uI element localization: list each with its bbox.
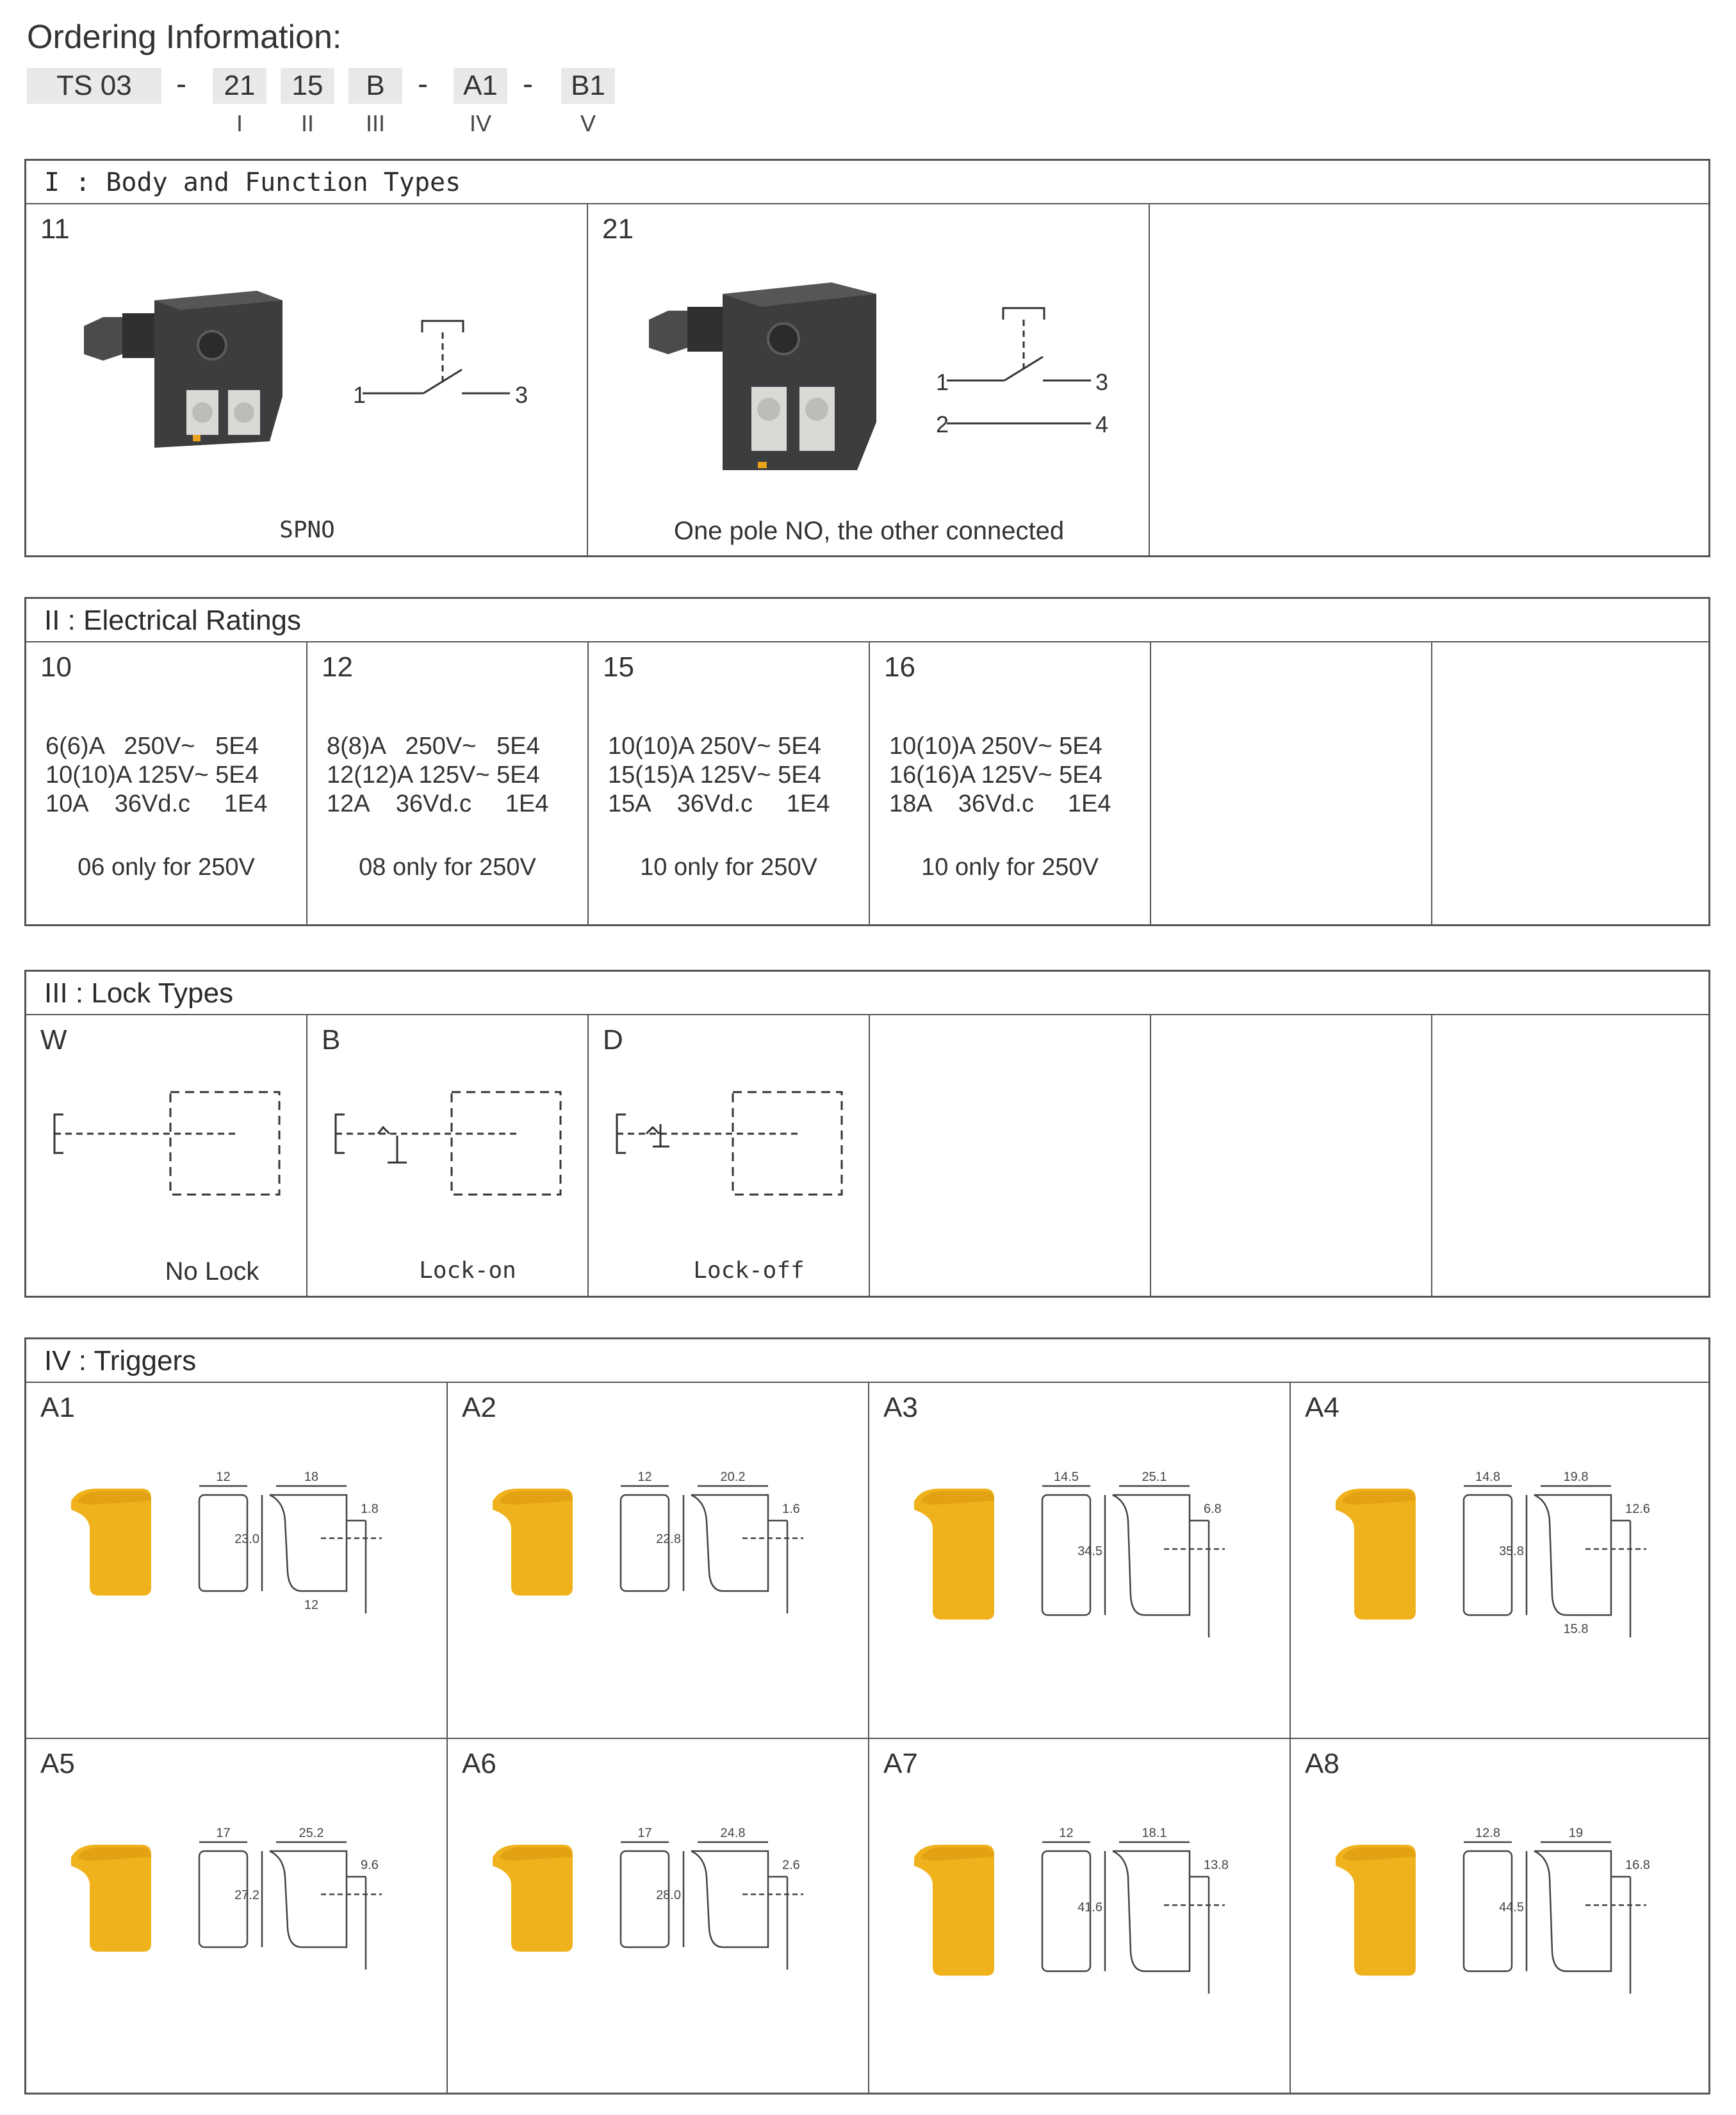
trigger-code: A2 <box>462 1392 496 1423</box>
pin-label: 1 <box>936 369 949 395</box>
trigger-drawing <box>26 1739 448 2094</box>
code-series: TS 03 <box>27 68 161 104</box>
lock-caption: Lock-off <box>693 1257 805 1284</box>
rating-code: 16 <box>884 651 915 683</box>
roman-label-4: IV <box>469 110 491 136</box>
section-electrical-ratings <box>24 597 1710 926</box>
trigger-cell <box>869 1383 1291 1738</box>
dimension-label: 2.6 <box>782 1858 800 1872</box>
body-type-cell <box>26 204 588 557</box>
lock-cell <box>589 1015 870 1298</box>
dimension-label: 12 <box>1059 1826 1074 1840</box>
switch-body-image <box>84 291 283 448</box>
trigger-drawing <box>26 1383 448 1738</box>
pin-label: 4 <box>1095 411 1109 437</box>
dimension-label: 19.8 <box>1563 1470 1589 1484</box>
pin-label: 2 <box>936 411 949 437</box>
roman-label-1: I <box>236 110 243 136</box>
code-part-2: 15 <box>281 68 334 104</box>
trigger-drawing <box>1291 1739 1708 2094</box>
trigger-dimension-drawing <box>621 1486 803 1613</box>
rating-code: 15 <box>603 651 634 683</box>
rating-code: 10 <box>40 651 72 683</box>
trigger-dimension-drawing <box>1464 1842 1646 1994</box>
trigger-code: A8 <box>1305 1748 1339 1779</box>
dimension-label: 14.8 <box>1475 1470 1500 1484</box>
trigger-cell <box>26 1383 448 1738</box>
dimension-label: 15.8 <box>1563 1622 1589 1637</box>
section-body-function-types <box>24 159 1710 557</box>
body-type-cell <box>588 204 1150 557</box>
code-dash: - <box>176 67 186 101</box>
empty-cell <box>1151 1015 1432 1298</box>
lock-caption: Lock-on <box>419 1257 516 1284</box>
rating-cell <box>307 642 589 926</box>
trigger-image <box>914 1489 994 1620</box>
body-type-caption: One pole NO, the other connected <box>673 517 1065 545</box>
rating-note: 10 only for 250V <box>921 854 1099 881</box>
rating-values: 10(10)A 250V~ 5E4 15(15)A 125V~ 5E4 15A 36Vd.c 1E4 <box>608 733 830 817</box>
lock-caption: No Lock <box>165 1257 259 1286</box>
trigger-cell <box>448 1739 869 2094</box>
rating-values: 10(10)A 250V~ 5E4 16(16)A 125V~ 5E4 18A 36Vd.c 1E4 <box>889 733 1111 817</box>
dimension-label: 13.8 <box>1204 1858 1229 1872</box>
dimension-label: 25.2 <box>299 1826 324 1840</box>
lock-code: W <box>40 1024 67 1056</box>
trigger-cell <box>1291 1383 1708 1738</box>
switch-11-illustration <box>26 204 588 557</box>
rating-code: 12 <box>322 651 353 683</box>
trigger-image <box>1336 1489 1416 1620</box>
code-dash: - <box>418 67 428 101</box>
trigger-drawing <box>869 1739 1291 2094</box>
trigger-image <box>493 1489 573 1596</box>
code-part-4: A1 <box>454 68 507 104</box>
rating-note: 10 only for 250V <box>640 854 817 881</box>
trigger-code: A4 <box>1305 1392 1339 1423</box>
roman-label-5: V <box>580 110 596 136</box>
trigger-image <box>71 1489 151 1596</box>
trigger-code: A6 <box>462 1748 496 1779</box>
dimension-label: 28.0 <box>656 1888 681 1902</box>
rating-note: 08 only for 250V <box>359 854 536 881</box>
rating-values: 6(6)A 250V~ 5E4 10(10)A 125V~ 5E4 10A 36Vd.c 1E4 <box>45 733 268 817</box>
trigger-drawing <box>1291 1383 1708 1738</box>
dimension-label: 23.0 <box>234 1532 259 1546</box>
trigger-dimension-drawing <box>1464 1486 1646 1638</box>
body-type-caption: SPNO <box>279 517 335 543</box>
rating-values: 8(8)A 250V~ 5E4 12(12)A 125V~ 5E4 12A 36Vd.c 1E4 <box>327 733 549 817</box>
trigger-dimension-drawing <box>621 1842 803 1970</box>
roman-label-2: II <box>300 110 314 136</box>
section-heading: III : Lock Types <box>26 972 1708 1015</box>
pin-label: 3 <box>1095 369 1109 395</box>
rating-cell <box>870 642 1151 926</box>
dimension-label: 12 <box>637 1470 652 1484</box>
code-dash: - <box>523 67 533 101</box>
dimension-label: 17 <box>637 1826 652 1840</box>
lock-cell <box>307 1015 589 1298</box>
dimension-label: 22.8 <box>656 1532 681 1546</box>
dimension-label: 27.2 <box>234 1888 259 1902</box>
lock-on-diagram <box>307 1015 589 1298</box>
no-lock-diagram <box>26 1015 307 1298</box>
dimension-label: 20.2 <box>720 1470 746 1484</box>
trigger-dimension-drawing <box>199 1486 382 1613</box>
page-title: Ordering Information: <box>27 19 342 56</box>
lock-code: B <box>322 1024 341 1056</box>
dimension-label: 25.1 <box>1142 1470 1167 1484</box>
dimension-label: 6.8 <box>1204 1502 1222 1516</box>
body-type-code: 11 <box>40 213 70 245</box>
dimension-label: 34.5 <box>1077 1544 1102 1558</box>
body-type-code: 21 <box>602 213 634 245</box>
section-heading: IV : Triggers <box>26 1339 1708 1383</box>
pin-label: 3 <box>515 382 528 408</box>
section-heading: I : Body and Function Types <box>26 161 1708 204</box>
dimension-label: 19 <box>1568 1826 1584 1840</box>
empty-cell <box>1151 642 1432 926</box>
section-triggers <box>24 1337 1710 2095</box>
trigger-cell <box>1291 1739 1708 2094</box>
roman-label-3: III <box>365 110 385 136</box>
lock-cell <box>26 1015 307 1298</box>
rating-cell <box>589 642 870 926</box>
rating-note: 06 only for 250V <box>78 854 255 881</box>
dimension-label: 41.6 <box>1077 1900 1102 1915</box>
dimension-label: 12 <box>216 1470 231 1484</box>
trigger-dimension-drawing <box>199 1842 382 1970</box>
lock-off-diagram <box>589 1015 870 1298</box>
switch-body-image <box>649 282 876 470</box>
dimension-label: 35.8 <box>1499 1544 1524 1558</box>
dimension-label: 44.5 <box>1499 1900 1524 1915</box>
trigger-cell <box>26 1739 448 2094</box>
dimension-label: 1.6 <box>782 1502 800 1516</box>
trigger-cell <box>869 1739 1291 2094</box>
trigger-dimension-drawing <box>1042 1842 1225 1994</box>
dimension-label: 14.5 <box>1054 1470 1079 1484</box>
empty-cell <box>1432 642 1710 926</box>
dimension-label: 12 <box>304 1598 319 1612</box>
dimension-label: 16.8 <box>1625 1858 1650 1872</box>
trigger-cell <box>448 1383 869 1738</box>
switch-21-illustration <box>588 204 1150 557</box>
empty-cell <box>1150 204 1710 557</box>
dimension-label: 18 <box>304 1470 319 1484</box>
dimension-label: 1.8 <box>361 1502 379 1516</box>
trigger-image <box>493 1845 573 1952</box>
code-part-1: 21 <box>213 68 266 104</box>
dimension-label: 24.8 <box>720 1826 746 1840</box>
pin-label: 1 <box>353 382 366 408</box>
trigger-drawing <box>448 1739 869 2094</box>
trigger-code: A5 <box>40 1748 75 1779</box>
trigger-code: A7 <box>883 1748 918 1779</box>
trigger-image <box>914 1845 994 1976</box>
dimension-label: 17 <box>216 1826 231 1840</box>
dimension-label: 18.1 <box>1142 1826 1167 1840</box>
section-lock-types <box>24 970 1710 1298</box>
trigger-code: A1 <box>40 1392 75 1423</box>
dimension-label: 12.8 <box>1475 1826 1500 1840</box>
trigger-image <box>1336 1845 1416 1976</box>
dimension-label: 9.6 <box>361 1858 379 1872</box>
lock-code: D <box>603 1024 623 1056</box>
dimension-label: 12.6 <box>1625 1502 1650 1516</box>
trigger-code: A3 <box>883 1392 918 1423</box>
trigger-image <box>71 1845 151 1952</box>
empty-cell <box>870 1015 1151 1298</box>
rating-cell <box>26 642 307 926</box>
trigger-dimension-drawing <box>1042 1486 1225 1638</box>
section-heading: II : Electrical Ratings <box>26 599 1708 642</box>
code-part-5: B1 <box>561 68 615 104</box>
code-part-3: B <box>348 68 402 104</box>
trigger-drawing <box>448 1383 869 1738</box>
trigger-drawing <box>869 1383 1291 1738</box>
empty-cell <box>1432 1015 1710 1298</box>
